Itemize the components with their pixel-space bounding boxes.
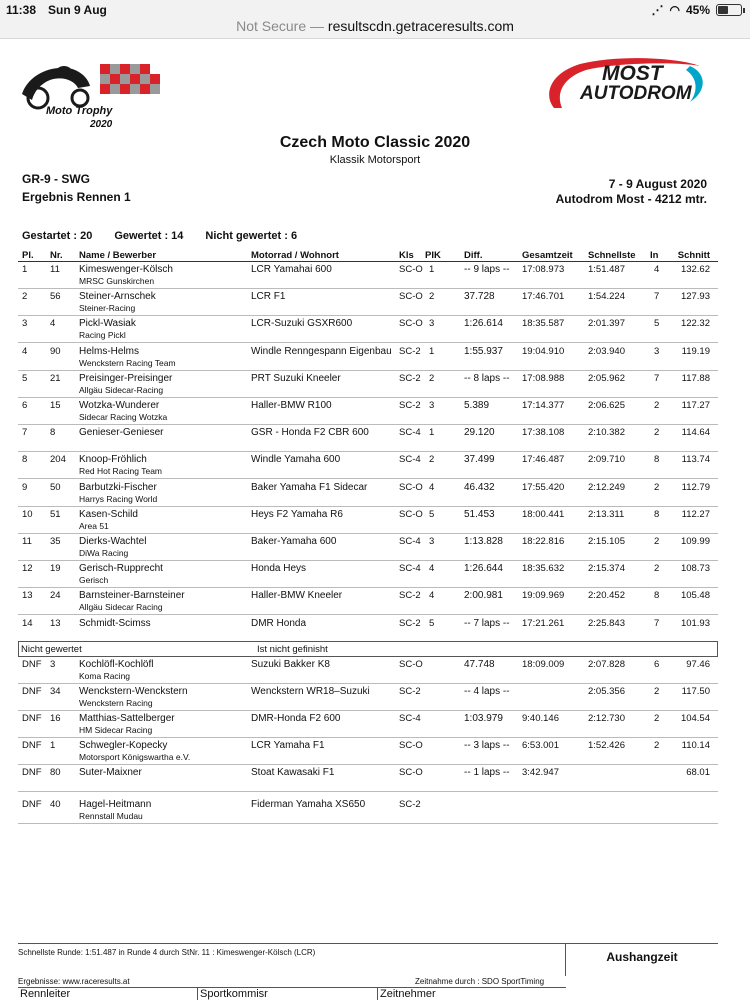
cell-team: Wenckstern Racing Team xyxy=(79,357,176,368)
cell-pik: 4 xyxy=(429,563,435,575)
cell-diff: 2:00.981 xyxy=(464,590,503,602)
cell-name: Helms-Helms xyxy=(79,345,139,357)
cell-total: 17:46.701 xyxy=(522,291,565,303)
count-started: Gestartet : 20 xyxy=(22,230,93,242)
cell-name: Dierks-Wachtel xyxy=(79,536,147,547)
cell-total: 18:22.816 xyxy=(522,536,565,547)
cell-team: Gerisch xyxy=(79,575,109,586)
cell-diff: -- 9 laps -- xyxy=(464,264,510,275)
cell-team: Steiner-Racing xyxy=(79,303,136,314)
cell-diff: -- 1 laps -- xyxy=(464,767,510,778)
group-label: GR-9 - SWG xyxy=(22,172,90,186)
col-pl: Pl. xyxy=(22,250,34,261)
cell-fastest: 2:06.625 xyxy=(588,400,625,411)
cell-nr: 40 xyxy=(50,799,61,810)
status-right xyxy=(651,3,742,17)
not-finished-label: Ist nicht gefinisht xyxy=(257,644,328,655)
cell-kls: SC-O xyxy=(399,659,423,670)
cell-pik: 2 xyxy=(429,291,435,303)
cell-bike: Baker-Yamaha 600 xyxy=(251,536,337,547)
cell-pl: 3 xyxy=(22,318,28,330)
cell-total: 17:55.420 xyxy=(522,481,565,493)
cell-kls: SC-O xyxy=(399,508,423,520)
cell-diff: -- 7 laps -- xyxy=(464,617,510,629)
cell-diff: 37.499 xyxy=(464,454,495,466)
cell-total: 17:08.988 xyxy=(522,372,565,384)
cell-kls: SC-O xyxy=(399,318,423,330)
cell-avg: 117.50 xyxy=(681,686,710,697)
cell-name: Barbutzki-Fischer xyxy=(79,481,157,493)
col-in: In xyxy=(650,250,659,261)
table-row xyxy=(18,452,718,479)
results-url: Ergebnisse: www.raceresults.at xyxy=(18,977,130,986)
cell-name: Matthias-Sattelberger xyxy=(79,713,175,724)
cell-name: Preisinger-Preisinger xyxy=(79,372,173,384)
cell-fastest: 2:10.382 xyxy=(588,427,625,439)
cell-fastest: 1:54.224 xyxy=(588,291,625,303)
col-kls: Kls xyxy=(399,250,414,261)
cell-team: DiWa Racing xyxy=(79,548,129,558)
table-row xyxy=(18,344,718,371)
col-name: Name / Bewerber xyxy=(79,250,157,261)
cell-total: 17:46.487 xyxy=(522,454,565,466)
cell-bike: Haller-BMW R100 xyxy=(251,400,332,411)
cell-pik: 4 xyxy=(429,481,435,493)
cell-bike: LCR Yamahai 600 xyxy=(251,264,332,275)
cell-fastest: 2:05.962 xyxy=(588,372,625,384)
cell-avg: 97.46 xyxy=(686,659,710,670)
col-diff: Diff. xyxy=(464,250,483,261)
cell-team: Motorsport Königswartha e.V. xyxy=(79,752,191,762)
cell-avg: 114.64 xyxy=(681,427,710,439)
cell-kls: SC-2 xyxy=(399,617,421,629)
cell-bike: Windle Yamaha 600 xyxy=(251,454,341,466)
cell-in: 2 xyxy=(654,713,660,724)
status-bar xyxy=(0,0,750,20)
cell-nr: 21 xyxy=(50,372,61,384)
cell-fastest: 2:13.311 xyxy=(588,508,625,520)
cell-kls: SC-2 xyxy=(399,590,421,602)
cell-kls: SC-2 xyxy=(399,400,421,411)
role-steward: Sportkommisr xyxy=(198,988,378,1000)
cell-pik: 3 xyxy=(429,318,435,330)
cell-team: Rennstall Mudau xyxy=(79,811,143,821)
cell-avg: 119.19 xyxy=(681,345,710,357)
cell-nr: 34 xyxy=(50,686,61,697)
cell-avg: 117.27 xyxy=(681,400,710,411)
cell-pik: 2 xyxy=(429,454,435,466)
cell-in: 2 xyxy=(654,400,660,411)
cell-name: Wenckstern-Wenckstern xyxy=(79,686,188,697)
page-divider xyxy=(0,38,750,39)
battery-icon xyxy=(716,4,742,16)
cell-nr: 56 xyxy=(50,291,61,303)
cell-kls: SC-O xyxy=(399,481,423,493)
cell-kls: SC-2 xyxy=(399,686,421,697)
cell-in: 2 xyxy=(654,481,660,493)
table-row xyxy=(18,507,718,534)
table-row xyxy=(18,262,718,289)
cell-pl: 6 xyxy=(22,400,28,411)
cell-diff: 1:13.828 xyxy=(464,536,503,547)
cell-avg: 127.93 xyxy=(680,291,710,303)
fastest-lap-note: Schnellste Runde: 1:51.487 in Runde 4 durch StNr. 11 : Kimeswenger-Kölsch (LCR) xyxy=(18,948,316,957)
cell-status: DNF xyxy=(22,686,42,697)
address-bar[interactable] xyxy=(0,18,750,38)
cell-diff: 1:55.937 xyxy=(464,345,503,357)
battery-fill xyxy=(718,6,728,14)
cell-pl: 4 xyxy=(22,345,28,357)
cell-pl: 2 xyxy=(22,291,28,303)
cell-kls: SC-2 xyxy=(399,372,421,384)
cell-nr: 204 xyxy=(50,454,66,466)
cell-fastest: 2:07.828 xyxy=(588,659,625,670)
col-avg: Schnitt xyxy=(677,250,710,261)
cell-in: 7 xyxy=(654,372,660,384)
count-not-rated: Nicht gewertet : 6 xyxy=(205,230,298,242)
cell-bike: Baker Yamaha F1 Sidecar xyxy=(251,481,368,493)
cell-bike: Stoat Kawasaki F1 xyxy=(251,767,335,778)
cell-fastest: 2:20.452 xyxy=(588,590,625,602)
cell-bike: LCR F1 xyxy=(251,291,286,303)
cell-pik: 2 xyxy=(429,372,435,384)
signal-icon: ⋰ xyxy=(651,3,664,17)
status-time: 11:38 xyxy=(6,3,37,17)
cell-total: 9:40.146 xyxy=(522,713,559,724)
wifi-icon: ◠ xyxy=(669,3,680,17)
cell-kls: SC-4 xyxy=(399,454,421,466)
cell-name: Kimeswenger-Kölsch xyxy=(79,264,173,275)
cell-kls: SC-4 xyxy=(399,536,421,547)
cell-status: DNF xyxy=(22,740,42,751)
table-row xyxy=(18,316,718,343)
cell-name: Pickl-Wasiak xyxy=(79,318,136,330)
event-venue: Autodrom Most - 4212 mtr. xyxy=(555,192,707,206)
cell-avg: 108.73 xyxy=(680,563,710,575)
cell-pik: 5 xyxy=(429,617,435,629)
cell-bike: Suzuki Bakker K8 xyxy=(251,659,330,670)
cell-nr: 16 xyxy=(50,713,61,724)
cell-pl: 13 xyxy=(22,590,33,602)
logo-left-year: 2020 xyxy=(90,119,113,130)
cell-name: Wotzka-Wunderer xyxy=(79,400,160,411)
dnf-row xyxy=(18,797,718,824)
cell-kls: SC-O xyxy=(399,767,423,778)
cell-fastest: 2:15.105 xyxy=(588,536,625,547)
cell-fastest: 1:52.426 xyxy=(588,740,625,751)
cell-diff: 1:26.614 xyxy=(464,318,503,330)
logo-right-line1: MOST xyxy=(602,62,663,85)
cell-avg: 101.93 xyxy=(680,617,710,629)
cell-kls: SC-O xyxy=(399,291,423,303)
role-timekeeper: Zeitnehmer xyxy=(380,988,436,1000)
cell-pik: 5 xyxy=(429,508,435,520)
cell-pl: 11 xyxy=(22,536,32,547)
dnf-row xyxy=(18,684,718,711)
cell-fastest: 2:12.730 xyxy=(588,713,625,724)
cell-total: 19:09.969 xyxy=(522,590,565,602)
cell-nr: 51 xyxy=(50,508,61,520)
cell-avg: 132.62 xyxy=(680,264,710,275)
cell-diff: 5.389 xyxy=(464,400,490,411)
cell-nr: 19 xyxy=(50,563,61,575)
cell-name: Steiner-Arnschek xyxy=(79,291,156,303)
cell-pl: 8 xyxy=(22,454,28,466)
posting-time-box: Aushangzeit xyxy=(565,944,718,976)
dnf-row xyxy=(18,657,718,684)
table-row xyxy=(18,534,718,561)
cell-diff: 29.120 xyxy=(464,427,495,439)
participant-counts xyxy=(22,230,297,242)
cell-name: Schwegler-Kopecky xyxy=(79,740,168,751)
cell-total: 17:38.108 xyxy=(522,427,565,439)
cell-kls: SC-2 xyxy=(399,345,421,357)
cell-fastest: 2:25.843 xyxy=(588,617,625,629)
cell-bike: Heys F2 Yamaha R6 xyxy=(251,508,343,520)
cell-nr: 50 xyxy=(50,481,61,493)
cell-total: 17:14.377 xyxy=(522,400,565,411)
cell-diff: 46.432 xyxy=(464,481,495,493)
cell-bike: LCR Yamaha F1 xyxy=(251,740,325,751)
cell-name: Barnsteiner-Barnsteiner xyxy=(79,590,185,602)
cell-total: 18:00.441 xyxy=(522,508,565,520)
cell-kls: SC-O xyxy=(399,740,423,751)
cell-diff: -- 8 laps -- xyxy=(464,372,510,384)
cell-team: Allgäu Sidecar Racing xyxy=(79,602,163,613)
table-row xyxy=(18,425,718,452)
page-title: Czech Moto Classic 2020 xyxy=(279,134,471,151)
cell-kls: SC-O xyxy=(399,264,423,275)
cell-in: 6 xyxy=(654,659,660,670)
cell-status: DNF xyxy=(22,713,42,724)
not-rated-label: Nicht gewertet xyxy=(21,644,82,655)
cell-avg: 105.48 xyxy=(680,590,710,602)
cell-fastest: 2:03.940 xyxy=(588,345,625,357)
col-fastest: Schnellste xyxy=(588,250,636,261)
table-row xyxy=(18,289,718,316)
table-row xyxy=(18,588,718,615)
cell-in: 2 xyxy=(654,536,660,547)
table-row xyxy=(18,480,718,507)
cell-bike: Windle Renngespann Eigenbau xyxy=(251,345,392,357)
cell-status: DNF xyxy=(22,799,42,810)
battery-percent: 45% xyxy=(685,3,710,17)
cell-name: Gerisch-Rupprecht xyxy=(79,563,163,575)
cell-total: 18:09.009 xyxy=(522,659,565,670)
table-row xyxy=(18,561,718,588)
cell-name: Genieser-Genieser xyxy=(79,427,164,439)
cell-pl: 10 xyxy=(22,508,33,520)
results-footer xyxy=(18,943,718,1000)
cell-in: 7 xyxy=(654,617,660,629)
cell-nr: 8 xyxy=(50,427,56,439)
col-bike: Motorrad / Wohnort xyxy=(251,250,339,261)
cell-nr: 1 xyxy=(50,740,56,751)
cell-kls: SC-4 xyxy=(399,713,421,724)
cell-total: 17:21.261 xyxy=(522,617,565,629)
cell-nr: 15 xyxy=(50,400,61,411)
table-row xyxy=(18,616,718,643)
cell-bike: Fiderman Yamaha XS650 xyxy=(251,799,366,810)
cell-avg: 112.27 xyxy=(681,508,710,520)
cell-nr: 4 xyxy=(50,318,56,330)
cell-bike: LCR-Suzuki GSXR600 xyxy=(251,318,353,330)
cell-in: 8 xyxy=(654,508,660,520)
cell-team: HM Sidecar Racing xyxy=(79,725,153,735)
cell-avg: 112.79 xyxy=(681,481,710,493)
cell-diff: 51.453 xyxy=(464,508,495,520)
cell-team: Allgäu Sidecar-Racing xyxy=(79,384,164,395)
cell-diff: 1:03.979 xyxy=(464,713,503,724)
cell-bike: DMR-Honda F2 600 xyxy=(251,713,341,724)
dnf-row xyxy=(18,765,718,792)
race-label: Ergebnis Rennen 1 xyxy=(22,190,131,204)
cell-avg: 122.32 xyxy=(680,318,710,330)
cell-bike: DMR Honda xyxy=(251,617,307,629)
cell-team: Wenckstern Racing xyxy=(79,698,153,708)
cell-team: Sidecar Racing Wotzka xyxy=(79,412,168,422)
cell-fastest: 1:51.487 xyxy=(588,264,625,275)
cell-diff: 47.748 xyxy=(464,659,495,670)
cell-team: MRSC Gunskirchen xyxy=(79,276,155,286)
cell-total: 17:08.973 xyxy=(522,264,565,275)
cell-fastest: 2:01.397 xyxy=(588,318,625,330)
cell-diff: 37.728 xyxy=(464,291,495,303)
cell-pik: 3 xyxy=(429,400,435,411)
cell-pik: 1 xyxy=(429,345,435,357)
cell-in: 3 xyxy=(654,345,660,357)
cell-total: 3:42.947 xyxy=(522,767,559,778)
cell-kls: SC-2 xyxy=(399,799,421,810)
table-row xyxy=(18,398,718,425)
cell-name: Hagel-Heitmann xyxy=(79,799,152,810)
cell-fastest: 2:05.356 xyxy=(588,686,625,697)
signature-row xyxy=(18,987,566,1000)
cell-in: 4 xyxy=(654,264,660,275)
dnf-row xyxy=(18,738,718,765)
cell-avg: 109.99 xyxy=(680,536,710,547)
cell-pl: 9 xyxy=(22,481,28,493)
dnf-row xyxy=(18,711,718,738)
not-rated-bar xyxy=(18,641,718,657)
logo-left-text: Moto Trophy xyxy=(46,105,113,117)
cell-nr: 13 xyxy=(50,617,61,629)
cell-fastest: 2:15.374 xyxy=(588,563,625,575)
cell-nr: 80 xyxy=(50,767,61,778)
cell-diff: -- 3 laps -- xyxy=(464,740,510,751)
cell-nr: 3 xyxy=(50,659,56,670)
cell-in: 8 xyxy=(654,454,660,466)
page-subtitle: Klassik Motorsport xyxy=(329,154,421,166)
cell-bike: GSR - Honda F2 CBR 600 xyxy=(251,427,369,439)
cell-pik: 3 xyxy=(429,536,435,547)
cell-team: Harrys Racing World xyxy=(79,493,158,504)
col-pik: PIK xyxy=(425,250,441,261)
cell-pl: 1 xyxy=(22,264,28,275)
cell-pl: 14 xyxy=(22,617,33,629)
cell-team: Racing Pickl xyxy=(79,330,126,341)
cell-pik: 1 xyxy=(429,264,435,275)
moto-trophy-logo xyxy=(18,58,178,134)
cell-name: Kasen-Schild xyxy=(79,508,138,520)
cell-avg: 110.14 xyxy=(681,740,710,751)
cell-pik: 1 xyxy=(429,427,435,439)
security-label: Not Secure — xyxy=(236,18,328,34)
cell-in: 2 xyxy=(654,427,660,439)
cell-in: 2 xyxy=(654,740,660,751)
cell-name: Suter-Maixner xyxy=(79,767,142,778)
cell-status: DNF xyxy=(22,767,42,778)
most-autodrom-logo xyxy=(540,56,710,116)
cell-avg: 104.54 xyxy=(680,713,710,724)
cell-status: DNF xyxy=(22,659,42,670)
cell-in: 8 xyxy=(654,590,660,602)
cell-diff: -- 4 laps -- xyxy=(464,686,510,697)
cell-in: 7 xyxy=(654,291,660,303)
logo-right-line2: AUTODROM xyxy=(580,83,692,104)
cell-nr: 11 xyxy=(50,264,60,275)
cell-total: 18:35.632 xyxy=(522,563,565,575)
cell-avg: 117.88 xyxy=(681,372,710,384)
cell-name: Kochlöfl-Kochlöfl xyxy=(79,659,154,670)
timing-credit: Zeitnahme durch : SDO SportTiming xyxy=(415,977,545,986)
cell-pik: 4 xyxy=(429,590,435,602)
cell-in: 5 xyxy=(654,318,660,330)
role-race-director: Rennleiter xyxy=(18,988,198,1000)
col-total: Gesamtzeit xyxy=(522,250,573,261)
status-date: Sun 9 Aug xyxy=(48,3,107,17)
cell-nr: 90 xyxy=(50,345,61,357)
cell-total: 18:35.587 xyxy=(522,318,565,330)
count-rated: Gewertet : 14 xyxy=(114,230,184,242)
cell-nr: 35 xyxy=(50,536,61,547)
cell-bike: Wenckstern WR18–Suzuki xyxy=(251,686,370,697)
cell-name: Schmidt-Scimss xyxy=(79,617,151,629)
cell-in: 2 xyxy=(654,686,660,697)
cell-kls: SC-4 xyxy=(399,427,421,439)
cell-bike: Haller-BMW Kneeler xyxy=(251,590,343,602)
cell-pl: 5 xyxy=(22,372,28,384)
url-host: resultscdn.getraceresults.com xyxy=(327,18,514,34)
table-row xyxy=(18,371,718,398)
cell-fastest: 2:12.249 xyxy=(588,481,625,493)
cell-fastest: 2:09.710 xyxy=(588,454,625,466)
cell-total: 19:04.910 xyxy=(522,345,565,357)
cell-name: Knoop-Fröhlich xyxy=(79,454,147,466)
cell-avg: 113.74 xyxy=(681,454,710,466)
cell-bike: PRT Suzuki Kneeler xyxy=(251,372,341,384)
cell-total: 6:53.001 xyxy=(522,740,559,751)
cell-diff: 1:26.644 xyxy=(464,563,503,575)
cell-pl: 12 xyxy=(22,563,33,575)
cell-team: Koma Racing xyxy=(79,671,131,681)
col-nr: Nr. xyxy=(50,250,63,261)
cell-kls: SC-4 xyxy=(399,563,421,575)
cell-avg: 68.01 xyxy=(686,767,710,778)
cell-team: Red Hot Racing Team xyxy=(79,466,162,477)
cell-nr: 24 xyxy=(50,590,61,602)
cell-in: 2 xyxy=(654,563,660,575)
event-dates: 7 - 9 August 2020 xyxy=(608,177,707,191)
cell-bike: Honda Heys xyxy=(251,563,307,575)
cell-team: Area 51 xyxy=(79,520,109,531)
cell-pl: 7 xyxy=(22,427,28,439)
